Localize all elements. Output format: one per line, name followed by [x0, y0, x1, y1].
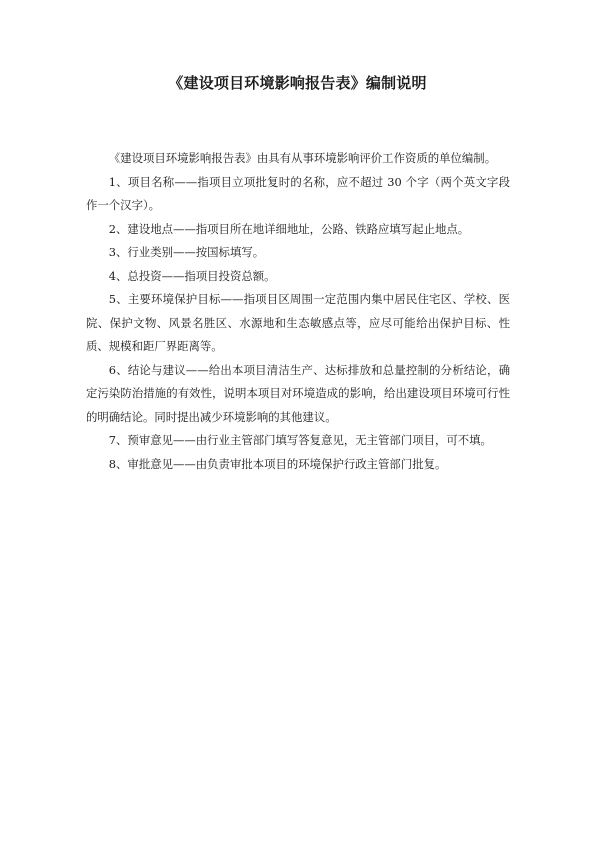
item-total-investment: 4、总投资——指项目投资总额。 — [108, 268, 276, 283]
item-construction-site: 2、建设地点——指项目所在地详细地址，公路、铁路应填写起止地点。 — [108, 221, 470, 236]
intro-paragraph: 《建设项目环境影响报告表》由具有从事环境影响评价工作资质的单位编制。 — [108, 151, 497, 165]
item-preliminary-review: 7、预审意见——由行业主管部门填写答复意见，无主管部门项目，可不填。 — [108, 433, 492, 447]
item-protection-targets: 5、主要环境保护目标——指项目区周围一定范围内集中居民住宅区、学校、医院、保护文物、风景名胜区、水源地和生态敏感点等，应尽可能给出保护目标、性质、规模和距厂界距离等。 — [86, 292, 510, 353]
item-project-name: 1、项目名称——指项目立项批复时的名称，应不超过 30 个字（两个英文字段作一个汉字）。 — [86, 174, 510, 212]
document-body — [86, 147, 510, 476]
item-industry-category: 3、行业类别——按国标填写。 — [108, 245, 265, 259]
item-approval-opinion: 8、审批意见——由负责审批本项目的环境保护行政主管部门批复。 — [108, 456, 447, 471]
item-conclusion-suggestions: 6、结论与建议——给出本项目清洁生产、达标排放和总量控制的分析结论，确定污染防治措施的有效性，说明本项目对环境造成的影响，给出建设项目环境可行性的明确结论。同时提出减少环境影响的其他建议。 — [86, 362, 510, 424]
page-title: 《建设项目环境影响报告表》编制说明 — [168, 74, 427, 92]
